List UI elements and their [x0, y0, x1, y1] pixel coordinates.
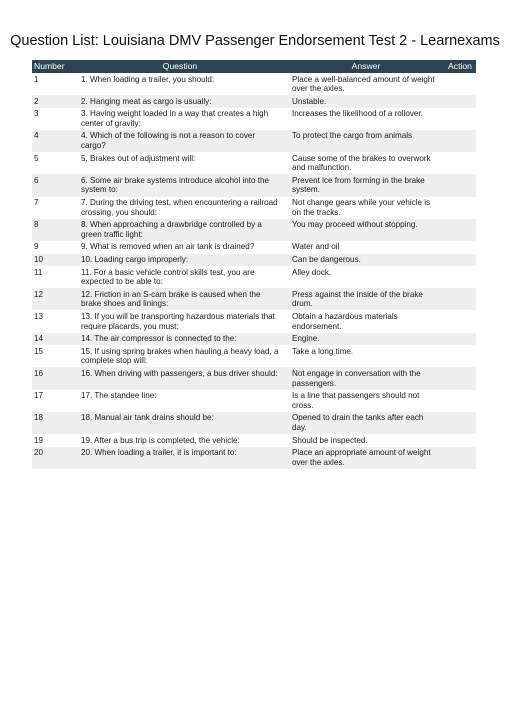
- row-answer: Unstable.: [288, 95, 444, 108]
- table-row: [32, 412, 476, 434]
- row-answer: Engine.: [288, 333, 444, 346]
- table-row: [32, 152, 476, 174]
- row-question: 13. If you will be transporting hazardous materials that require placards, you must:: [72, 310, 288, 332]
- row-action: [444, 174, 476, 196]
- row-answer: Press against the inside of the brake drum.: [288, 288, 444, 310]
- column-header-action: Action: [444, 60, 476, 73]
- row-number: 17: [32, 390, 72, 412]
- row-answer: Place an appropriate amount of weight over the axles.: [288, 447, 444, 469]
- row-number: 16: [32, 367, 72, 389]
- row-question: 6. Some air brake systems introduce alcohol into the system to:: [72, 174, 288, 196]
- row-action: [444, 73, 476, 95]
- table-row: [32, 73, 476, 95]
- row-answer: Cause some of the brakes to overwork and malfunction.: [288, 152, 444, 174]
- row-number: 6: [32, 174, 72, 196]
- row-action: [444, 390, 476, 412]
- table-header: [32, 60, 476, 73]
- table-row: [32, 333, 476, 346]
- row-number: 10: [32, 254, 72, 267]
- row-number: 12: [32, 288, 72, 310]
- row-number: 9: [32, 241, 72, 254]
- table-row: [32, 197, 476, 219]
- row-number: 2: [32, 95, 72, 108]
- row-number: 18: [32, 412, 72, 434]
- row-question: 1. When loading a trailer, you should:: [72, 73, 288, 95]
- row-number: 3: [32, 108, 72, 130]
- table-row: [32, 108, 476, 130]
- table-row: [32, 254, 476, 267]
- row-action: [444, 152, 476, 174]
- row-action: [444, 197, 476, 219]
- row-number: 5: [32, 152, 72, 174]
- table-row: [32, 310, 476, 332]
- table-header-row: [32, 60, 476, 73]
- table-row: [32, 434, 476, 447]
- row-number: 11: [32, 266, 72, 288]
- row-question: 11. For a basic vehicle control skills test, you are expected to be able to:: [72, 266, 288, 288]
- row-action: [444, 108, 476, 130]
- row-answer: Is a line that passengers should not cross.: [288, 390, 444, 412]
- row-action: [444, 95, 476, 108]
- row-question: 4. Which of the following is not a reason to cover cargo?: [72, 130, 288, 152]
- row-question: 19. After a bus trip is completed, the vehicle:: [72, 434, 288, 447]
- row-action: [444, 412, 476, 434]
- table-row: [32, 288, 476, 310]
- table-row: [32, 345, 476, 367]
- row-answer: Place a well-balanced amount of weight over the axles.: [288, 73, 444, 95]
- row-question: 2. Hanging meat as cargo is usually:: [72, 95, 288, 108]
- row-answer: Should be inspected.: [288, 434, 444, 447]
- row-answer: Not engage in conversation with the passengers.: [288, 367, 444, 389]
- row-question: 14. The air compressor is connected to the:: [72, 333, 288, 346]
- table-row: [32, 447, 476, 469]
- row-answer: Obtain a hazardous materials endorsement.: [288, 310, 444, 332]
- row-action: [444, 434, 476, 447]
- row-number: 1: [32, 73, 72, 95]
- table-row: [32, 130, 476, 152]
- table-body: [32, 73, 476, 469]
- row-number: 19: [32, 434, 72, 447]
- question-table: [32, 60, 476, 469]
- row-question: 9. What is removed when an air tank is drained?: [72, 241, 288, 254]
- row-question: 20. When loading a trailer, it is important to:: [72, 447, 288, 469]
- row-question: 5. Brakes out of adjustment will:: [72, 152, 288, 174]
- row-question: 8. When approaching a drawbridge controlled by a green traffic light:: [72, 219, 288, 241]
- row-answer: Take a long time.: [288, 345, 444, 367]
- row-action: [444, 130, 476, 152]
- row-action: [444, 241, 476, 254]
- column-header-answer: Answer: [288, 60, 444, 73]
- row-answer: Opened to drain the tanks after each day.: [288, 412, 444, 434]
- row-answer: Water and oil: [288, 241, 444, 254]
- page-title: Question List: Louisiana DMV Passenger Endorsement Test 2 - Learnexams: [10, 33, 500, 49]
- row-number: 20: [32, 447, 72, 469]
- row-question: 18. Manual air tank drains should be:: [72, 412, 288, 434]
- row-number: 14: [32, 333, 72, 346]
- row-question: 16. When driving with passengers, a bus driver should:: [72, 367, 288, 389]
- row-action: [444, 333, 476, 346]
- column-header-question: Question: [72, 60, 288, 73]
- table-row: [32, 219, 476, 241]
- row-number: 8: [32, 219, 72, 241]
- row-answer: Can be dangerous.: [288, 254, 444, 267]
- row-answer: Increases the likelihood of a rollover.: [288, 108, 444, 130]
- table-row: [32, 241, 476, 254]
- row-question: 10. Loading cargo improperly:: [72, 254, 288, 267]
- row-question: 12. Friction in an S-cam brake is caused when the brake shoes and linings:: [72, 288, 288, 310]
- row-action: [444, 288, 476, 310]
- row-number: 4: [32, 130, 72, 152]
- row-answer: To protect the cargo from animals: [288, 130, 444, 152]
- row-number: 7: [32, 197, 72, 219]
- row-answer: Alley dock.: [288, 266, 444, 288]
- table-row: [32, 95, 476, 108]
- row-answer: Not change gears while your vehicle is on the tracks.: [288, 197, 444, 219]
- row-action: [444, 266, 476, 288]
- row-action: [444, 447, 476, 469]
- column-header-number: Number: [32, 60, 72, 73]
- table-row: [32, 174, 476, 196]
- row-answer: Prevent ice from forming in the brake system.: [288, 174, 444, 196]
- row-question: 7. During the driving test, when encountering a railroad crossing, you should:: [72, 197, 288, 219]
- row-number: 15: [32, 345, 72, 367]
- table-row: [32, 266, 476, 288]
- table-row: [32, 367, 476, 389]
- table-row: [32, 390, 476, 412]
- row-number: 13: [32, 310, 72, 332]
- row-answer: You may proceed without stopping.: [288, 219, 444, 241]
- row-action: [444, 310, 476, 332]
- row-question: 3. Having weight loaded in a way that creates a high center of gravity:: [72, 108, 288, 130]
- row-question: 17. The standee line:: [72, 390, 288, 412]
- row-action: [444, 254, 476, 267]
- row-question: 15. If using spring brakes when hauling a heavy load, a complete stop will:: [72, 345, 288, 367]
- row-action: [444, 367, 476, 389]
- row-action: [444, 345, 476, 367]
- row-action: [444, 219, 476, 241]
